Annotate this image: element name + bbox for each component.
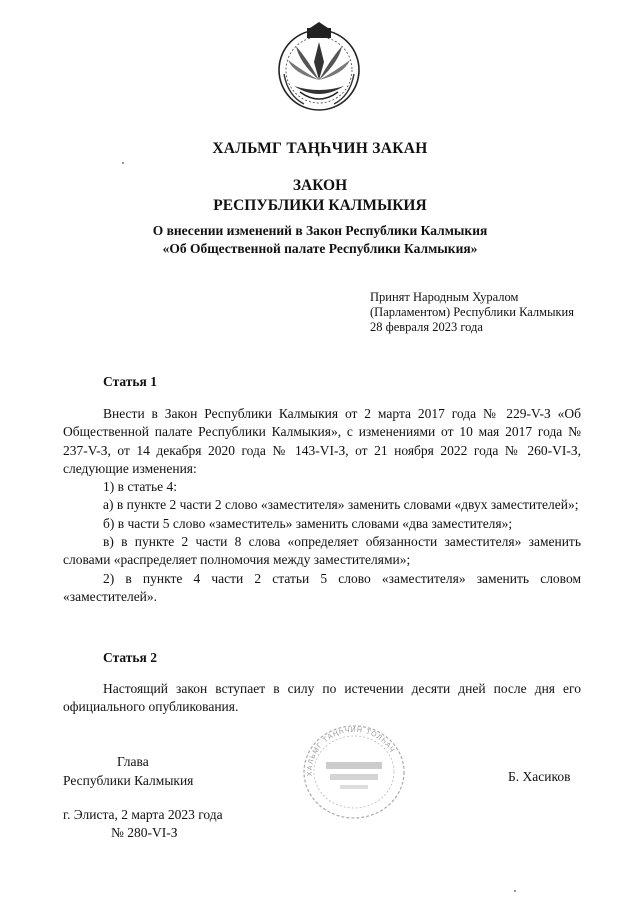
scan-speck — [122, 162, 124, 164]
article-1-heading: Статья 1 — [103, 374, 157, 389]
signatory-title-line-2: Республики Калмыкия — [63, 773, 194, 788]
official-seal-stamp — [292, 718, 422, 826]
article-2-paragraph: Настоящий закон вступает в силу по истечении десяти дней после дня его официального опубликования. — [63, 681, 581, 715]
signatory-name: Б. Хасиков — [508, 769, 571, 784]
adoption-line-1: Принят Народным Хуралом — [370, 290, 519, 304]
article-1-paragraph: б) в части 5 слово «заместитель» заменить словами «два заместителя»; — [103, 515, 513, 531]
article-2-heading: Статья 2 — [103, 650, 157, 665]
signatory-title — [63, 752, 193, 790]
article-1-paragraph: Внести в Закон Республики Калмыкия от 2 марта 2017 года № 229-V-З «Об Общественной палате Республики Калмыкия», с изменениями от 10 мая 2017 года № 237-V-З, от 14 декабря 2020 года № 143-VI-З, от 21 ноября 2022 года № 260-VI-З, следующие изменения: — [63, 406, 581, 476]
seal-text: ХАЛЬМГ ТАҢҺЧИН ТОЛҺАЧ — [306, 726, 396, 777]
signatory-title-line-1: Глава — [117, 754, 149, 769]
article-2-body — [63, 680, 581, 717]
subject-line-2: «Об Общественной палате Республики Калмыкия» — [162, 241, 478, 256]
adoption-date: 28 февраля 2023 года — [370, 320, 483, 334]
law-number: № 280-VI-З — [111, 825, 178, 840]
city-date: г. Элиста, 2 марта 2023 года — [63, 807, 223, 822]
adoption-note — [370, 290, 574, 335]
republic-name: РЕСПУБЛИКИ КАЛМЫКИЯ — [213, 197, 427, 214]
doc-type: ЗАКОН — [292, 177, 348, 194]
place-and-number — [63, 806, 223, 842]
article-1-body — [63, 405, 581, 606]
article-1-paragraph: а) в пункте 2 части 2 слово «заместителя» заменить словами «двух заместителей»; — [103, 497, 579, 513]
article-1-paragraph: 1) в статье 4: — [103, 479, 177, 495]
title-kalmyk: ХАЛЬМГ ТАҢҺЧИН ЗАКАН — [212, 140, 428, 157]
scan-speck — [514, 890, 516, 892]
article-1-paragraph: в) в пункте 2 части 8 слова «определяет обязанности заместителя» заменить словами «распределяет полномочия между заместителями»; — [63, 534, 581, 568]
article-1-paragraph: 2) в пункте 4 части 2 статьи 5 слово «заместителя» заменить словом «заместителей». — [63, 570, 581, 604]
kalmykia-emblem-icon — [274, 22, 364, 114]
subject-line-1: О внесении изменений в Закон Республики Калмыкия — [152, 223, 488, 238]
adoption-line-2: (Парламентом) Республики Калмыкия — [370, 305, 574, 319]
